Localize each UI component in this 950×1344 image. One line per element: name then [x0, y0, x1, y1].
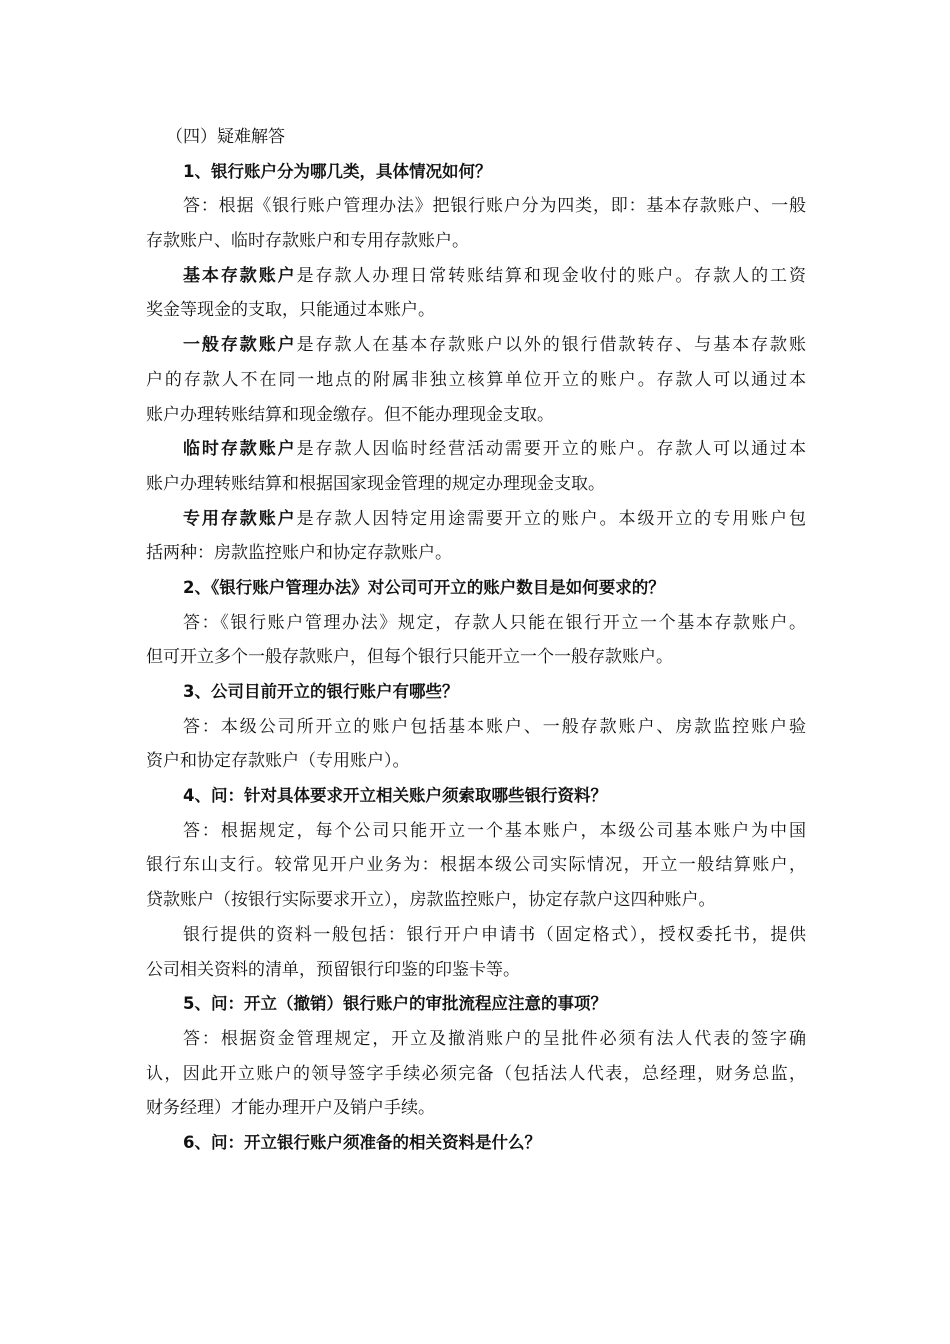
- temp-account-text: 是存款人因临时经营活动需要开立的账户。存款人可以通过本: [296, 439, 806, 460]
- general-account-text: 是存款人在基本存款账户以外的银行借款转存、与基本存款账: [296, 335, 806, 356]
- answer-4-line: 贷款账户（按银行实际要求开立），房款监控账户，协定存款户这四种账户。: [146, 890, 716, 911]
- special-account-line: 括两种：房款监控账户和协定存款账户。: [146, 543, 452, 564]
- basic-account-term: 基本存款账户: [183, 265, 297, 286]
- answer-5-line: 财务经理）才能办理开户及销户手续。: [146, 1098, 435, 1119]
- section-heading: （四）疑难解答: [166, 127, 285, 147]
- answer-2-line: 答：《银行账户管理办法》规定，存款人只能在银行开立一个基本存款账户。: [183, 612, 806, 633]
- special-account-term: 专用存款账户: [183, 508, 297, 529]
- temp-account-paragraph: [146, 432, 806, 467]
- answer-4-line: 公司相关资料的清单，预留银行印鉴的印鉴卡等。: [146, 959, 520, 980]
- temp-account-line: 账户办理转账结算和根据国家现金管理的规定办理现金支取。: [146, 473, 605, 494]
- special-account-text: 是存款人因特定用途需要开立的账户。本级开立的专用账户包: [296, 508, 806, 529]
- document-body: [146, 120, 806, 1161]
- general-account-line: 户的存款人不在同一地点的附属非独立核算单位开立的账户。存款人可以通过本: [146, 369, 806, 390]
- temp-account-term: 临时存款账户: [183, 439, 297, 460]
- basic-account-paragraph: [146, 259, 806, 294]
- answer-4-line: 银行东山支行。较常见开户业务为：根据本级公司实际情况，开立一般结算账户，: [146, 855, 806, 876]
- basic-account-text: 是存款人办理日常转账结算和现金收付的账户。存款人的工资: [296, 265, 806, 286]
- answer-4-line: 答：根据规定，每个公司只能开立一个基本账户，本级公司基本账户为中国: [183, 820, 806, 841]
- answer-1-line: 存款账户、临时存款账户和专用存款账户。: [146, 231, 469, 252]
- general-account-line: 账户办理转账结算和现金缴存。但不能办理现金支取。: [146, 404, 554, 425]
- question-4: 4、问：针对具体要求开立相关账户须索取哪些银行资料？: [183, 786, 607, 806]
- general-account-term: 一般存款账户: [183, 335, 297, 356]
- answer-2-line: 但可开立多个一般存款账户，但每个银行只能开立一个一般存款账户。: [146, 647, 673, 668]
- answer-5-line: 认，因此开立账户的领导签字手续必须完备（包括法人代表，总经理，财务总监，: [146, 1063, 806, 1084]
- question-1: 1、银行账户分为哪几类，具体情况如何？: [183, 161, 492, 181]
- special-account-paragraph: [146, 502, 806, 537]
- general-account-paragraph: [146, 328, 806, 363]
- question-3: 3、公司目前开立的银行账户有哪些？: [183, 682, 459, 701]
- basic-account-line: 奖金等现金的支取，只能通过本账户。: [146, 300, 435, 321]
- answer-3-line: 答：本级公司所开立的账户包括基本账户、一般存款账户、房款监控账户验: [183, 716, 806, 737]
- answer-4-line: 银行提供的资料一般包括：银行开户申请书（固定格式），授权委托书，提供: [183, 924, 806, 945]
- answer-3-line: 资户和协定存款账户（专用账户）。: [146, 751, 410, 772]
- question-5: 5、问：开立（撤销）银行账户的审批流程应注意的事项？: [183, 994, 607, 1014]
- question-6: 6、问：开立银行账户须准备的相关资料是什么？: [183, 1132, 541, 1152]
- question-2: 2、《银行账户管理办法》对公司可开立的账户数目是如何要求的？: [183, 577, 665, 597]
- answer-1-line: 答：根据《银行账户管理办法》把银行账户分为四类，即：基本存款账户、一般: [183, 196, 806, 217]
- answer-5-line: 答：根据资金管理规定，开立及撤消账户的呈批件必须有法人代表的签字确: [183, 1028, 806, 1049]
